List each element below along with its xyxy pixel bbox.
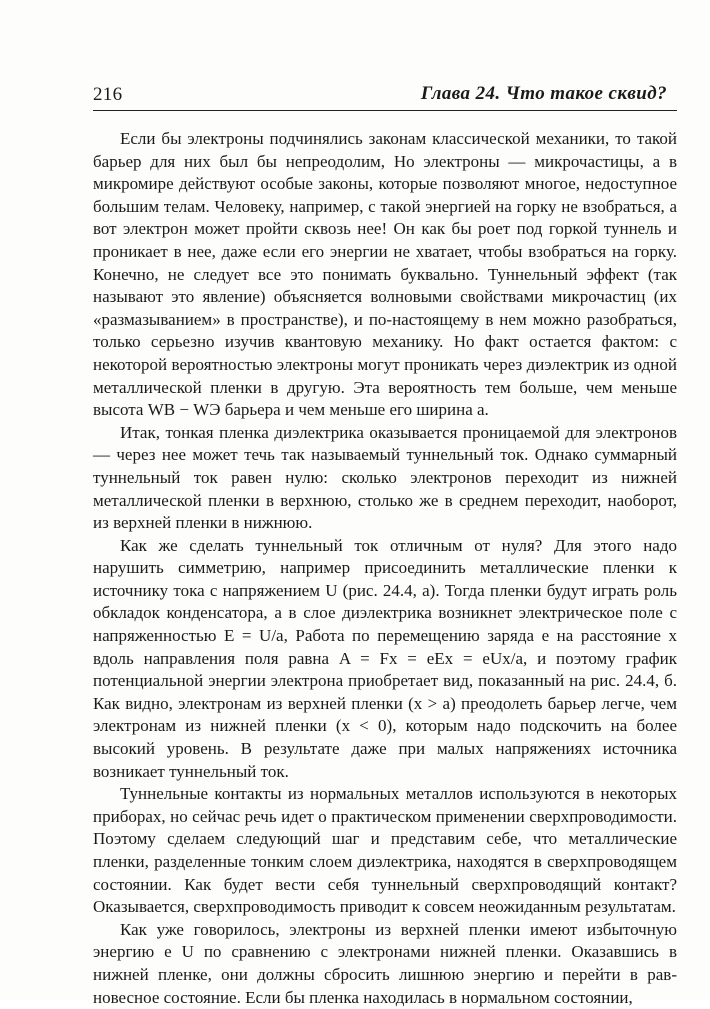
paragraph-classical-mechanics: Если бы электроны подчинялись законам классической механики, то такой барьер для них был бы непреодолим, Но электроны — микрочастицы, а в микромире действуют особые законы, которые позволяют многое, недоступное большим телам. Человеку, например, с такой энергией на горку не взобраться, а вот электрон может пройти сквозь нее! Он как бы роет под горкой туннель и проникает в нее, даже если его энергии не хватает, чтобы взобраться на горку. Конечно, не следует все это понимать буквально. Туннельный эффект (так называют это явление) объясняется волновыми свойствами микрочастиц (их «размазыванием» в пространстве), и по-настоящему в нем можно разобраться, только серьезно изучив квантовую механику. Но факт остается фактом: с некоторой вероятностью электроны могут проникать через диэлектрик из одной металлической пленки в другую. Эта вероятность тем больше, чем меньше высота WВ − WЭ барьера и чем меньше его ширина a.: [93, 129, 677, 420]
chapter-running-title: Глава 24. Что такое сквид?: [420, 83, 667, 104]
paragraph-superconducting-contact: Туннельные контакты из нормальных металлов используются в некоторых приборах, но сейчас речь идет о практическом применении сверхпроводимости. Поэтому сделаем следующий шаг и представим себе, что металлические пленки, разделенные тонким слоем диэлектрика, находятся в сверхпроводящем состоянии. Как будет вести себя туннельный сверхпроводящий контакт? Оказывается, сверхпроводимость приводит к совсем неожиданным результатам.: [93, 784, 677, 917]
page-header: [93, 80, 677, 108]
body-text: [93, 128, 677, 1009]
paragraph-nonzero-current: Как же сделать туннельный ток отличным от нуля? Для этого надо нарушить симметрию, например присоединить металлические пленки к источнику тока с напряжением U (рис. 24.4, а). Тогда пленки будут играть роль обкладок конденсатора, а в слое диэлектрика возникнет электрическое поле с напряженностью E = U/a, Работа по перемещению заряда e на расстояние x вдоль направления поля равна A = Fx = eEx = eUx/a, и поэтому график потенциальной энергии электрона приобретает вид, показанный на рис. 24.4, б. Как видно, электронам из верхней пленки (x > a) преодолеть барьер легче, чем электронам из нижней пленки (x < 0), которым надо подскочить на более высокий уровень. В результате даже при малых напряжениях источника возникает туннельный ток.: [93, 535, 677, 781]
header-divider: [93, 110, 677, 111]
paragraph-tunnel-current: Итак, тонкая пленка диэлектрика оказывается проницаемой для электронов — через нее может течь так называемый туннельный ток. Однако суммарный туннельный ток равен нулю: сколько электронов переходит из нижней металлической пленки в верхнюю, столько же в среднем переходит, наоборот, из верхней пленки в нижнюю.: [93, 422, 677, 533]
page-number: 216: [93, 84, 123, 105]
paragraph-excess-energy: Как уже говорилось, электроны из верхней пленки имеют избыточную энергию e U по сравнению с электронами нижней пленки. Оказавшись в нижней пленке, они должны сбросить лишнюю энергию и перейти в равновесное состояние. Если бы пленка находилась в нормальном состоянии,: [93, 919, 677, 1007]
